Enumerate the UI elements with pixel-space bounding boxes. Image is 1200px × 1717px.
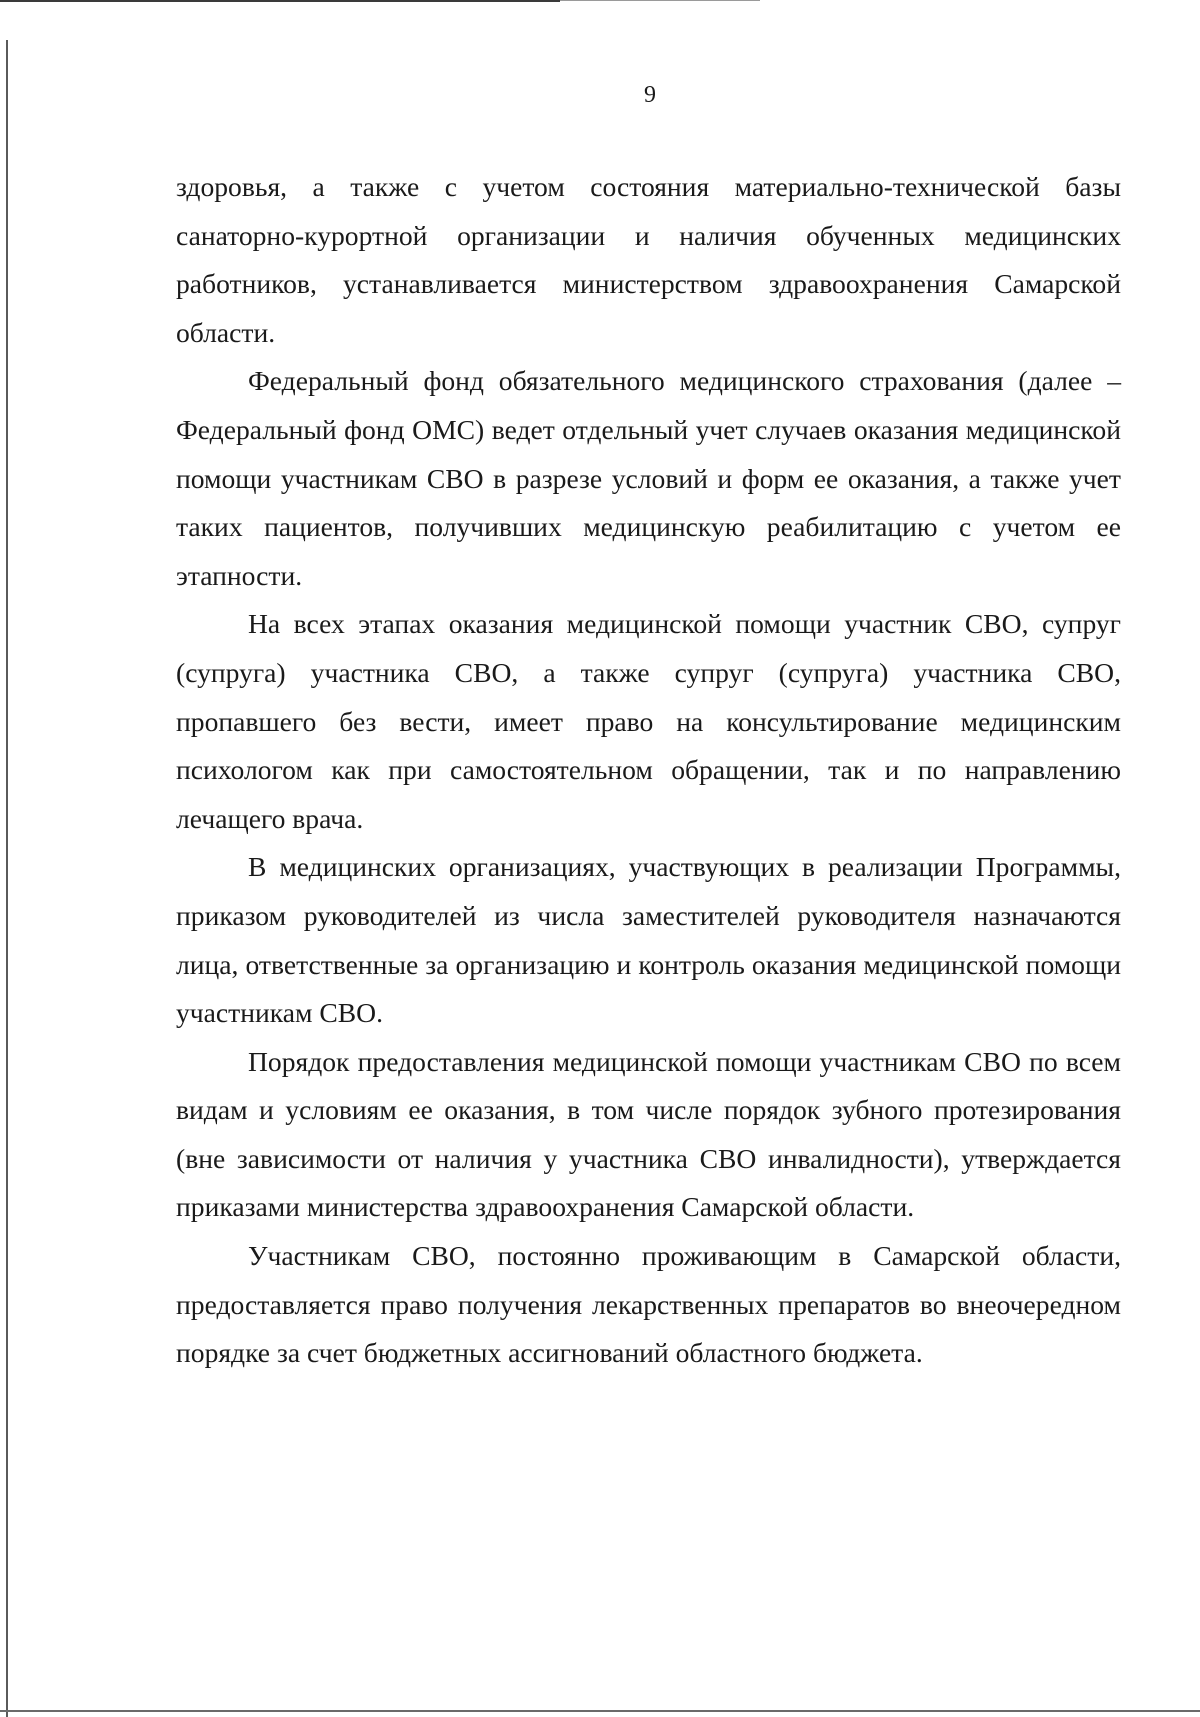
paragraph-2: Федеральный фонд обязательного медицинского страхования (далее – Федеральный фонд ОМС) ведет отдельный учет случаев оказания медицинской помощи участникам СВО в разрезе условий и форм ее оказания, а также учет таких пациентов, получивших медицинскую реабилитацию с учетом ее этапности. xyxy=(176,365,1121,591)
scan-edge-left xyxy=(6,40,8,1717)
paragraph-4: В медицинских организациях, участвующих в реализации Программы, приказом руководителей из числа заместителей руководителя назначаются лица, ответственные за организацию и контроль оказания медицинской помощи участникам СВО. xyxy=(176,851,1121,1029)
document-body xyxy=(176,163,1121,1378)
scan-edge-bottom xyxy=(0,1710,1200,1712)
paragraph-1: здоровья, а также с учетом состояния материально-технической базы санаторно-курортной организации и наличия обученных медицинских работников, устанавливается министерством здравоохранения Самарской области. xyxy=(176,171,1121,348)
paragraph-5: Порядок предоставления медицинской помощи участникам СВО по всем видам и условиям ее оказания, в том числе порядок зубного протезирования (вне зависимости от наличия у участника СВО инвалидности), утверждается приказами министерства здравоохранения Самарской области. xyxy=(176,1045,1121,1223)
page-number: 9 xyxy=(644,82,656,108)
scan-edge-top xyxy=(0,0,560,2)
paragraph-3: На всех этапах оказания медицинской помощи участник СВО, супруг (супруга) участника СВО, а также супруг (супруга) участника СВО, пропавшего без вести, имеет право на консультирование медицинским психологом как при самостоятельном обращении, так и по направлению лечащего врача. xyxy=(176,608,1121,834)
paragraph-6: Участникам СВО, постоянно проживающим в Самарской области, предоставляется право получения лекарственных препаратов во внеочередном порядке за счет бюджетных ассигнований областного бюджета. xyxy=(176,1240,1121,1369)
scan-edge-top-faint xyxy=(560,0,760,1)
